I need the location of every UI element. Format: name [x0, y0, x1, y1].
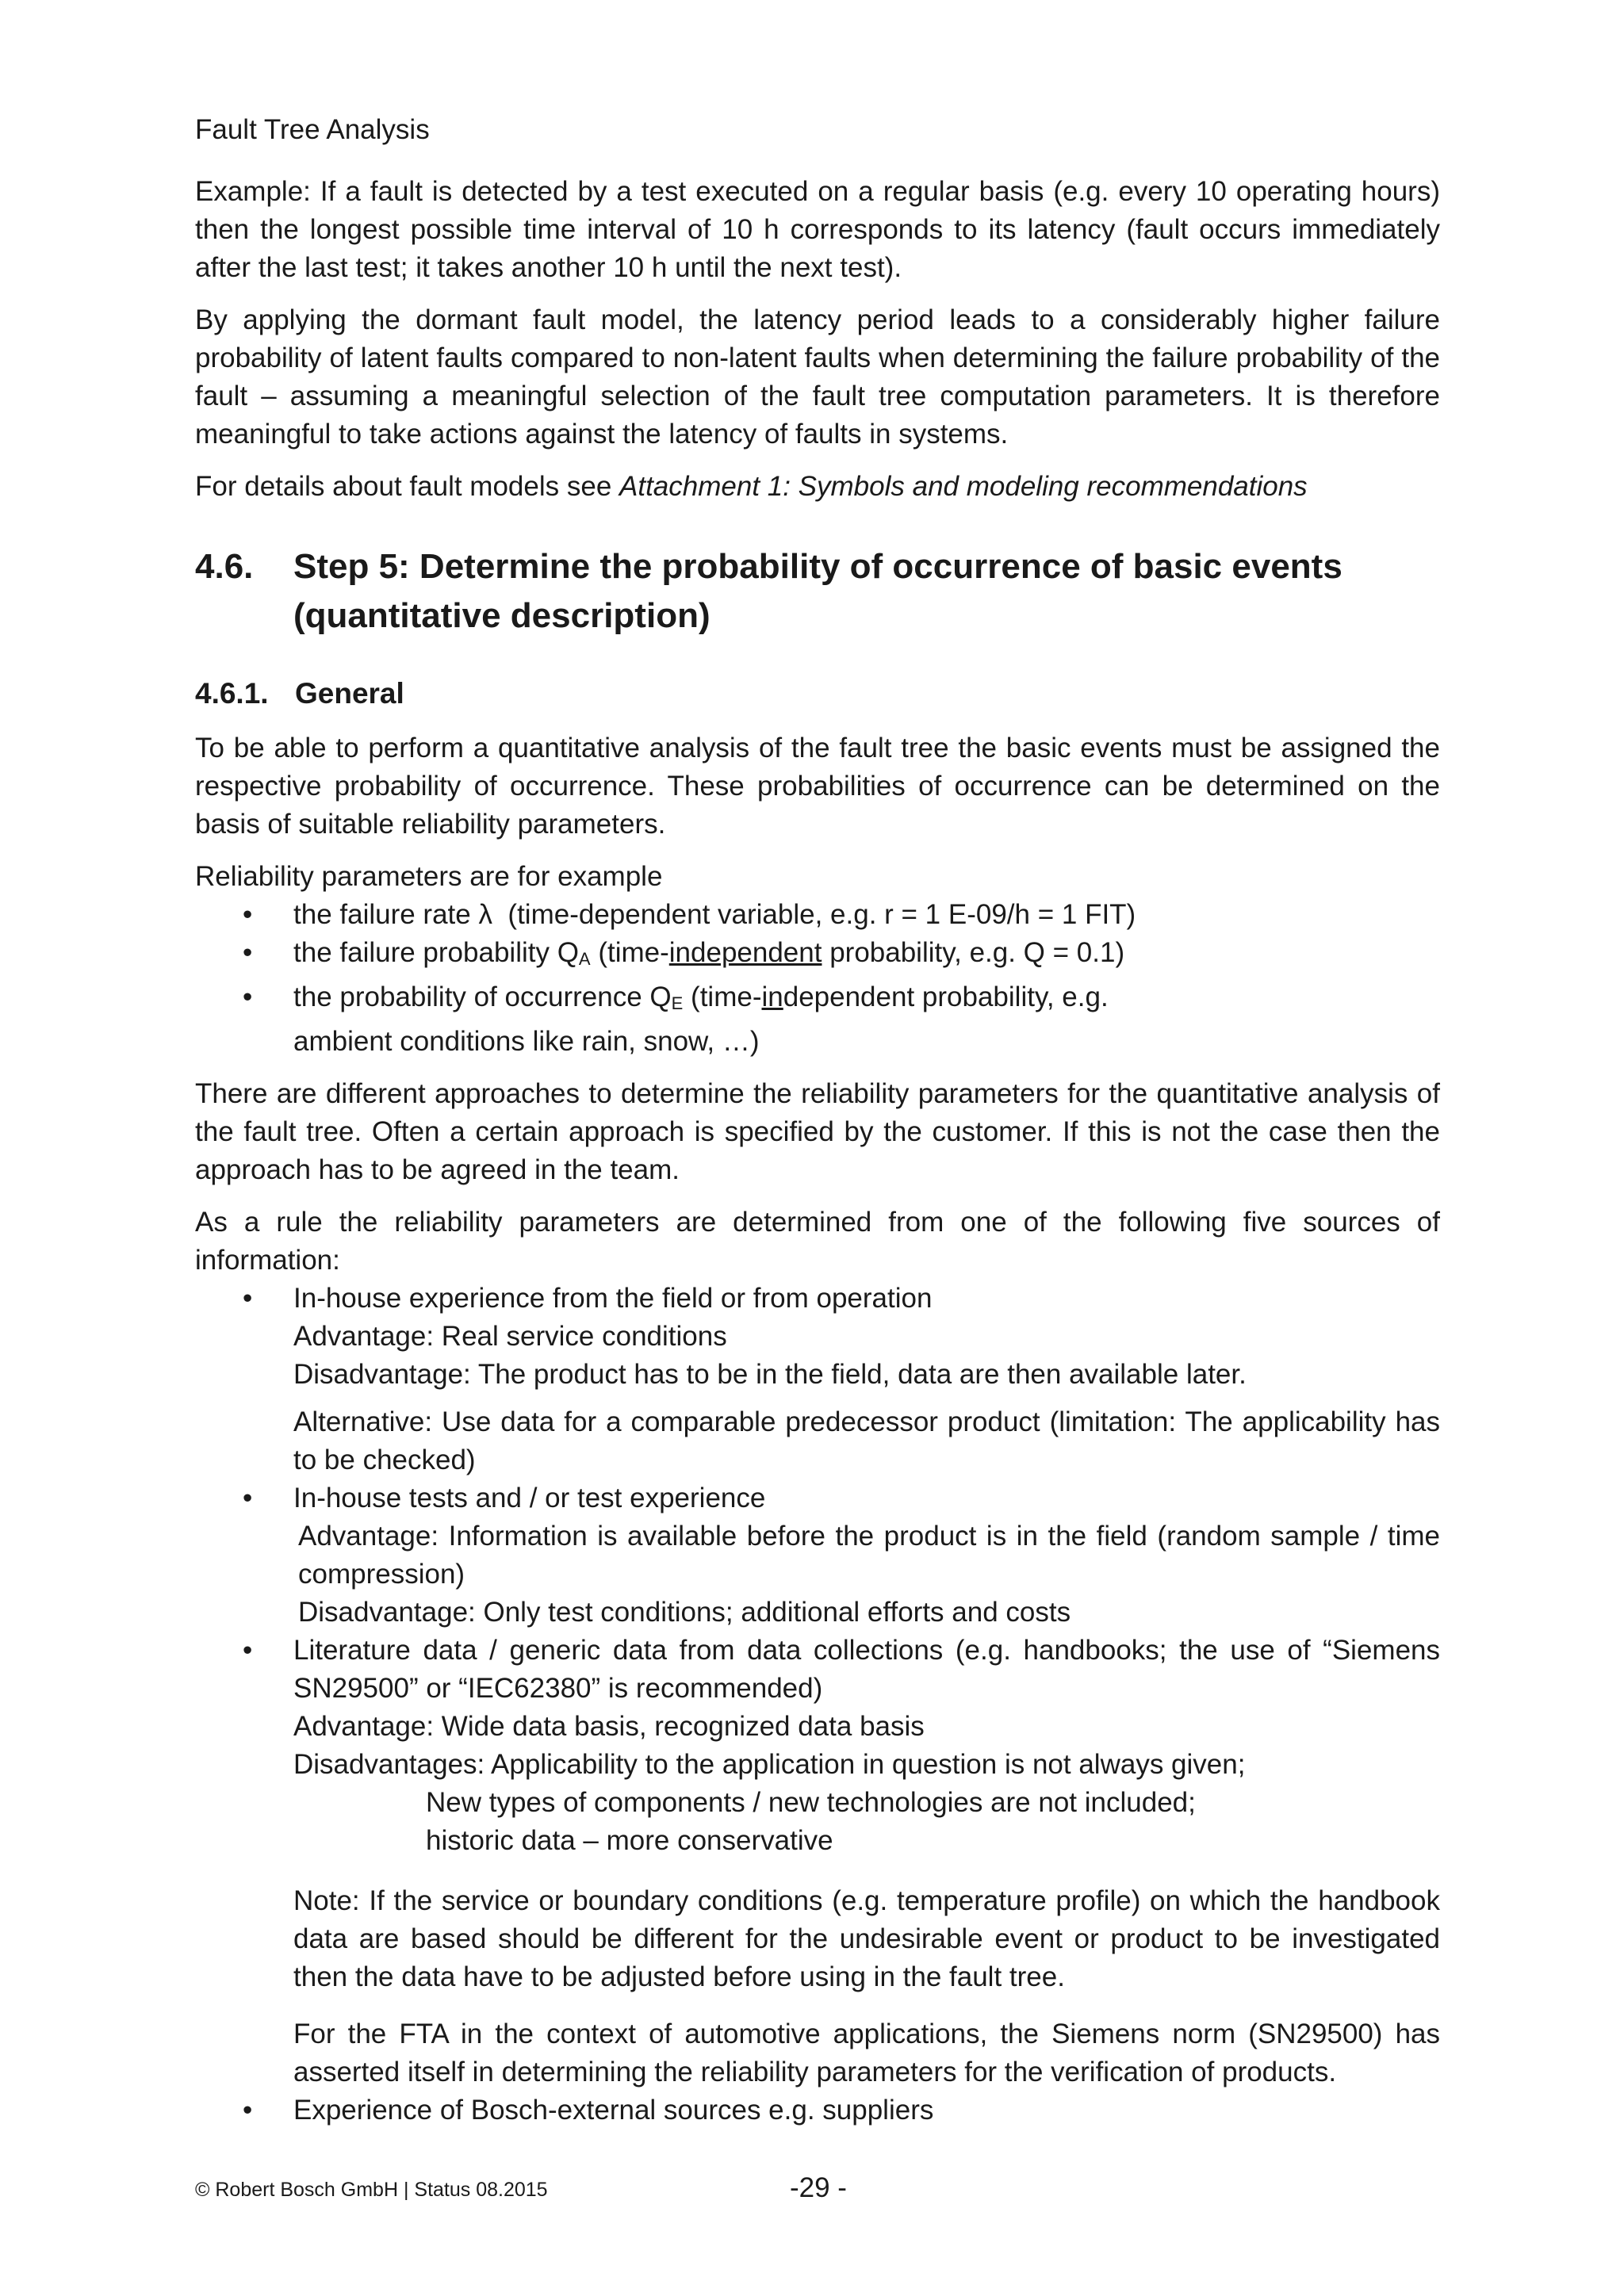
list-item	[195, 1632, 1440, 2091]
advantage: Advantage: Real service conditions	[293, 1321, 727, 1352]
disadvantage: Disadvantages: Applicability to the application in question is not always given;	[293, 1749, 1246, 1780]
section-heading	[195, 542, 1440, 641]
section-number: 4.6.	[195, 547, 254, 586]
list-item	[195, 1479, 1440, 1632]
sources-intro: As a rule the reliability parameters are determined from one of the following five sources of information:	[195, 1207, 1440, 1276]
approaches-paragraph: There are different approaches to determine the reliability parameters for the quantitative analysis of the fault tree. Often a certain approach is specified by the customer. If this is not the case then the approach has to be agreed in the team.	[195, 1078, 1440, 1185]
subscript: E	[671, 993, 684, 1013]
note: Note: If the service or boundary conditions (e.g. temperature profile) on which the handbook data are based should be different for the undesirable event or product to be investigated then the data have to be adjusted before using in the fault tree.	[293, 1885, 1440, 1992]
general-paragraph: To be able to perform a quantitative analysis of the fault tree the basic events must be assigned the respective probability of occurrence. These probabilities of occurrence can be determined on the basis of suitable reliability parameters.	[195, 733, 1440, 840]
list-item	[195, 2091, 1440, 2130]
list-item	[195, 978, 1440, 1061]
source-title: Experience of Bosch-external sources e.g. suppliers	[293, 2095, 934, 2126]
lambda-symbol: λ	[478, 899, 492, 930]
subscript: A	[578, 949, 591, 969]
param-text: (time-dependent variable, e.g. r = 1 E-09/h = 1 FIT)	[492, 899, 1136, 930]
param-text: probability, e.g. Q = 0.1)	[822, 937, 1125, 968]
params-intro: Reliability parameters are for example	[195, 861, 663, 892]
example-paragraph: Example: If a fault is detected by a test executed on a regular basis (e.g. every 10 operating hours) then the longest possible time interval of 10 h corresponds to its latency (fault occurs immediately after the last test; it takes another 10 h until the next test).	[195, 176, 1440, 283]
bullet: •	[243, 899, 253, 930]
list-item	[195, 896, 1440, 934]
bullet: •	[243, 982, 253, 1012]
underlined-text: in	[761, 982, 783, 1012]
source-title: In-house experience from the field or from operation	[293, 1283, 933, 1314]
parameter-list	[195, 896, 1440, 1061]
running-header: Fault Tree Analysis	[195, 114, 430, 145]
disadvantage-detail: New types of components / new technologies are not included;	[426, 1787, 1196, 1818]
alternative: Alternative: Use data for a comparable predecessor product (limitation: The applicability has to be checked)	[293, 1406, 1440, 1475]
param-text: the failure rate	[293, 899, 479, 930]
disadvantage-detail: historic data – more conservative	[426, 1825, 833, 1856]
bullet: •	[243, 1635, 253, 1666]
footer-copyright: © Robert Bosch GmbH | Status 08.2015	[195, 2179, 548, 2201]
section-title: Step 5: Determine the probability of occurrence of basic events (quantitative description)	[293, 547, 1342, 635]
bullet: •	[243, 2095, 253, 2126]
disadvantage: Disadvantage: Only test conditions; additional efforts and costs	[298, 1597, 1071, 1628]
param-text: (time-	[683, 982, 762, 1012]
param-text: (time-	[590, 937, 669, 968]
dormant-fault-paragraph: By applying the dormant fault model, the latency period leads to a considerably higher failure probability of latent faults compared to non-latent faults when determining the failure probability of the fault – assuming a meaningful selection of the fault tree computation parameters. It is therefore meaningful to take actions against the latency of faults in systems.	[195, 304, 1440, 450]
document-page	[195, 111, 1440, 2144]
page-number: -29 -	[790, 2172, 847, 2203]
subsection-heading	[195, 674, 1440, 714]
param-text: ambient conditions like rain, snow, …)	[293, 1026, 760, 1057]
subsection-title: General	[295, 677, 404, 710]
sources-list	[195, 1280, 1440, 2130]
fta-note: For the FTA in the context of automotive applications, the Siemens norm (SN29500) has asserted itself in determining the reliability parameters for the verification of products.	[293, 2019, 1440, 2087]
disadvantage: Disadvantage: The product has to be in the field, data are then available later.	[293, 1359, 1247, 1390]
source-title: In-house tests and / or test experience	[293, 1483, 766, 1513]
param-text: dependent probability, e.g.	[783, 982, 1109, 1012]
attachment-reference: Attachment 1: Symbols and modeling recommendations	[619, 471, 1308, 502]
subsection-number: 4.6.1.	[195, 677, 269, 710]
bullet: •	[243, 1283, 253, 1314]
advantage: Advantage: Information is available before the product is in the field (random sample / time compression)	[298, 1521, 1440, 1590]
param-text: the probability of occurrence Q	[293, 982, 672, 1012]
bullet: •	[243, 1483, 253, 1513]
source-title: Literature data / generic data from data collections (e.g. handbooks; the use of “Siemens SN29500” or “IEC62380” is recommended)	[293, 1635, 1440, 1704]
list-item	[195, 1280, 1440, 1479]
details-paragraph	[195, 468, 1440, 506]
underlined-text: independent	[668, 937, 822, 968]
list-item	[195, 934, 1440, 978]
param-text: the failure probability Q	[293, 937, 579, 968]
bullet: •	[243, 937, 253, 968]
details-prefix: For details about fault models see	[195, 471, 620, 502]
advantage: Advantage: Wide data basis, recognized data basis	[293, 1711, 925, 1742]
